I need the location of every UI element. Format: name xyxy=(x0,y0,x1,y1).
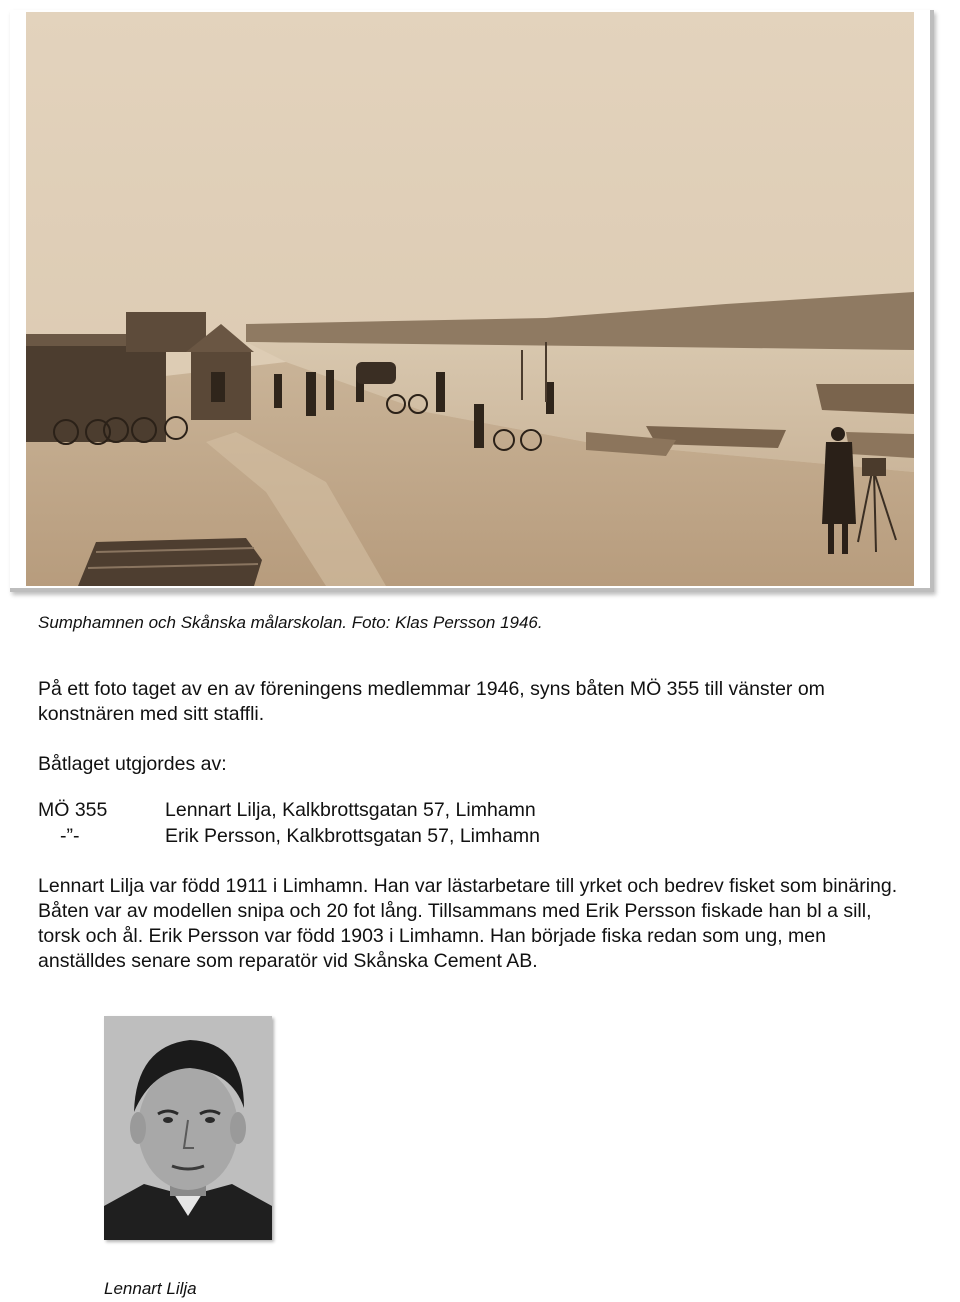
crew-row-1-name: Lennart Lilja, Kalkbrottsgatan 57, Limhamn xyxy=(165,799,536,821)
crew-row-1-boat: MÖ 355 xyxy=(38,799,108,821)
portrait-image xyxy=(104,1016,272,1240)
portrait-caption: Lennart Lilja xyxy=(104,1279,197,1298)
harbor-photograph xyxy=(10,10,934,592)
photo-caption: Sumphamnen och Skånska målarskolan. Foto: Klas Persson 1946. xyxy=(38,613,543,632)
harbor-photo-image xyxy=(26,12,914,586)
portrait-photograph xyxy=(104,1016,272,1240)
crew-row-2-boat: -”- xyxy=(60,825,80,847)
intro-paragraph: På ett foto taget av en av föreningens medlemmar 1946, syns båten MÖ 355 till vänster om konstnären med sitt staffli. xyxy=(38,678,825,725)
crew-row-2-name: Erik Persson, Kalkbrottsgatan 57, Limhamn xyxy=(165,825,541,847)
biography-paragraph: Lennart Lilja var född 1911 i Limhamn. Han var lästarbetare till yrket och bedrev fisket som binäring. Båten var av modellen snipa och 20 fot lång. Tillsammans med Erik Persson fiskade han bl a sill, torsk och ål. Erik Persson var född 1903 i Limhamn. Han började fiska redan som ung, men anställdes senare som reparatör vid Skånska Cement AB. xyxy=(38,875,898,972)
crew-heading: Båtlaget utgjordes av: xyxy=(38,753,227,775)
